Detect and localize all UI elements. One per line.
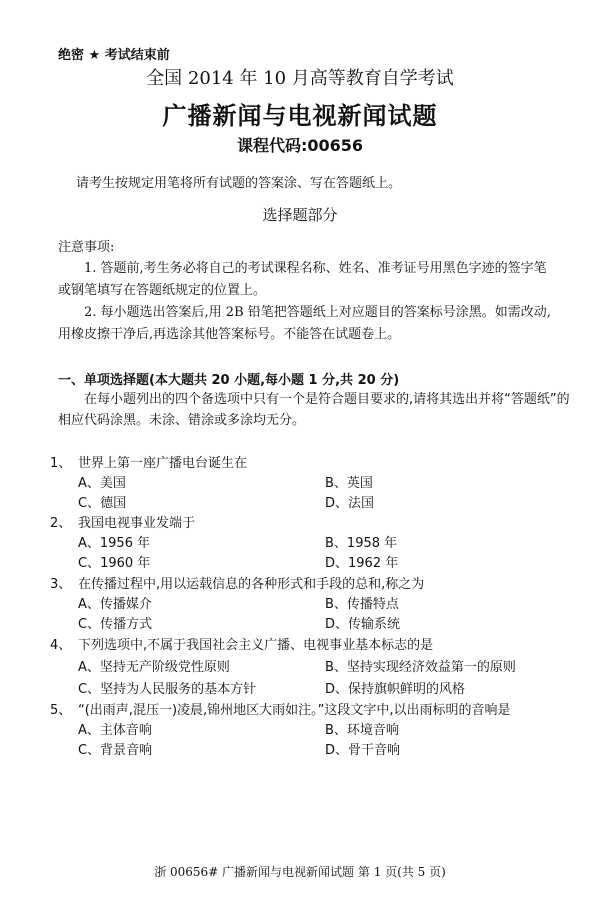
note-item: 2. 每小题选出答案后,用 2B 铅笔把答题纸上对应题目的答案标号涂黑。如需改动,用橡皮擦干净后,再选涂其他答案标号。不能答在试题卷上。 xyxy=(58,305,551,342)
option-d: D、传输系统 xyxy=(325,617,401,632)
section-title: 选择题部分 xyxy=(262,206,338,224)
question-text: 在传播过程中,用以运载信息的各种形式和手段的总和,称之为 xyxy=(78,577,425,592)
option-c: C、传播方式 xyxy=(78,617,153,632)
question xyxy=(50,512,195,531)
notes-heading: 注意事项: xyxy=(58,240,115,255)
question-text: “(出雨声,混压一)凌晨,锦州地区大雨如注。”这段文字中,以出雨标明的音响是 xyxy=(78,703,511,718)
option-b: B、传播特点 xyxy=(325,597,399,612)
question xyxy=(50,452,247,471)
option-d: D、保持旗帜鲜明的风格 xyxy=(325,682,466,697)
question xyxy=(50,634,433,653)
option-b: B、坚持实现经济效益第一的原则 xyxy=(325,660,516,675)
question xyxy=(50,699,511,718)
course-code: 课程代码:00656 xyxy=(236,136,364,155)
option-a: A、美国 xyxy=(78,476,126,491)
option-c: C、1960 年 xyxy=(78,556,151,571)
question-text: 世界上第一座广播电台诞生在 xyxy=(78,456,248,471)
page-footer: 浙 00656# 广播新闻与电视新闻试题 第 1 页(共 5 页) xyxy=(154,865,446,879)
question-number: 4、 xyxy=(50,638,72,653)
option-d: D、法国 xyxy=(325,496,375,511)
question-text: 我国电视事业发端于 xyxy=(78,516,196,531)
question xyxy=(50,573,424,592)
option-b: B、英国 xyxy=(325,476,373,491)
question-number: 3、 xyxy=(50,577,72,592)
option-b: B、1958 年 xyxy=(325,536,398,551)
part-heading: 一、单项选择题(本大题共 20 小题,每小题 1 分,共 20 分) xyxy=(58,373,400,388)
part-description: 在每小题列出的四个备选项中只有一个是符合题目要求的,请将其选出并将“答题纸”的相应代码涂黑。未涂、错涂或多涂均无分。 xyxy=(58,392,570,428)
option-a: A、主体音响 xyxy=(78,723,152,738)
question-number: 1、 xyxy=(50,456,72,471)
question-text: 下列选项中,不属于我国社会主义广播、电视事业基本标志的是 xyxy=(78,638,434,653)
option-c: C、背景音响 xyxy=(78,743,153,758)
secret-label: 绝密 ★ 考试结束前 xyxy=(58,48,170,63)
question-number: 5、 xyxy=(50,703,72,718)
paper-title: 广播新闻与电视新闻试题 xyxy=(162,102,438,130)
answer-instruction: 请考生按规定用笔将所有试题的答案涂、写在答题纸上。 xyxy=(76,176,402,191)
option-d: D、1962 年 xyxy=(325,556,399,571)
option-b: B、环境音响 xyxy=(325,723,399,738)
option-c: C、德国 xyxy=(78,496,127,511)
exam-title: 全国 2014 年 10 月高等教育自学考试 xyxy=(146,68,454,89)
option-a: A、坚持无产阶级党性原则 xyxy=(78,660,230,675)
question-number: 2、 xyxy=(50,516,72,531)
option-a: A、传播媒介 xyxy=(78,597,152,612)
option-d: D、骨干音响 xyxy=(325,743,401,758)
option-c: C、坚持为人民服务的基本方针 xyxy=(78,682,257,697)
option-a: A、1956 年 xyxy=(78,536,151,551)
note-item: 1. 答题前,考生务必将自己的考试课程名称、姓名、准考证号用黑色字迹的签字笔或钢笔填写在答题纸规定的位置上。 xyxy=(58,261,547,298)
